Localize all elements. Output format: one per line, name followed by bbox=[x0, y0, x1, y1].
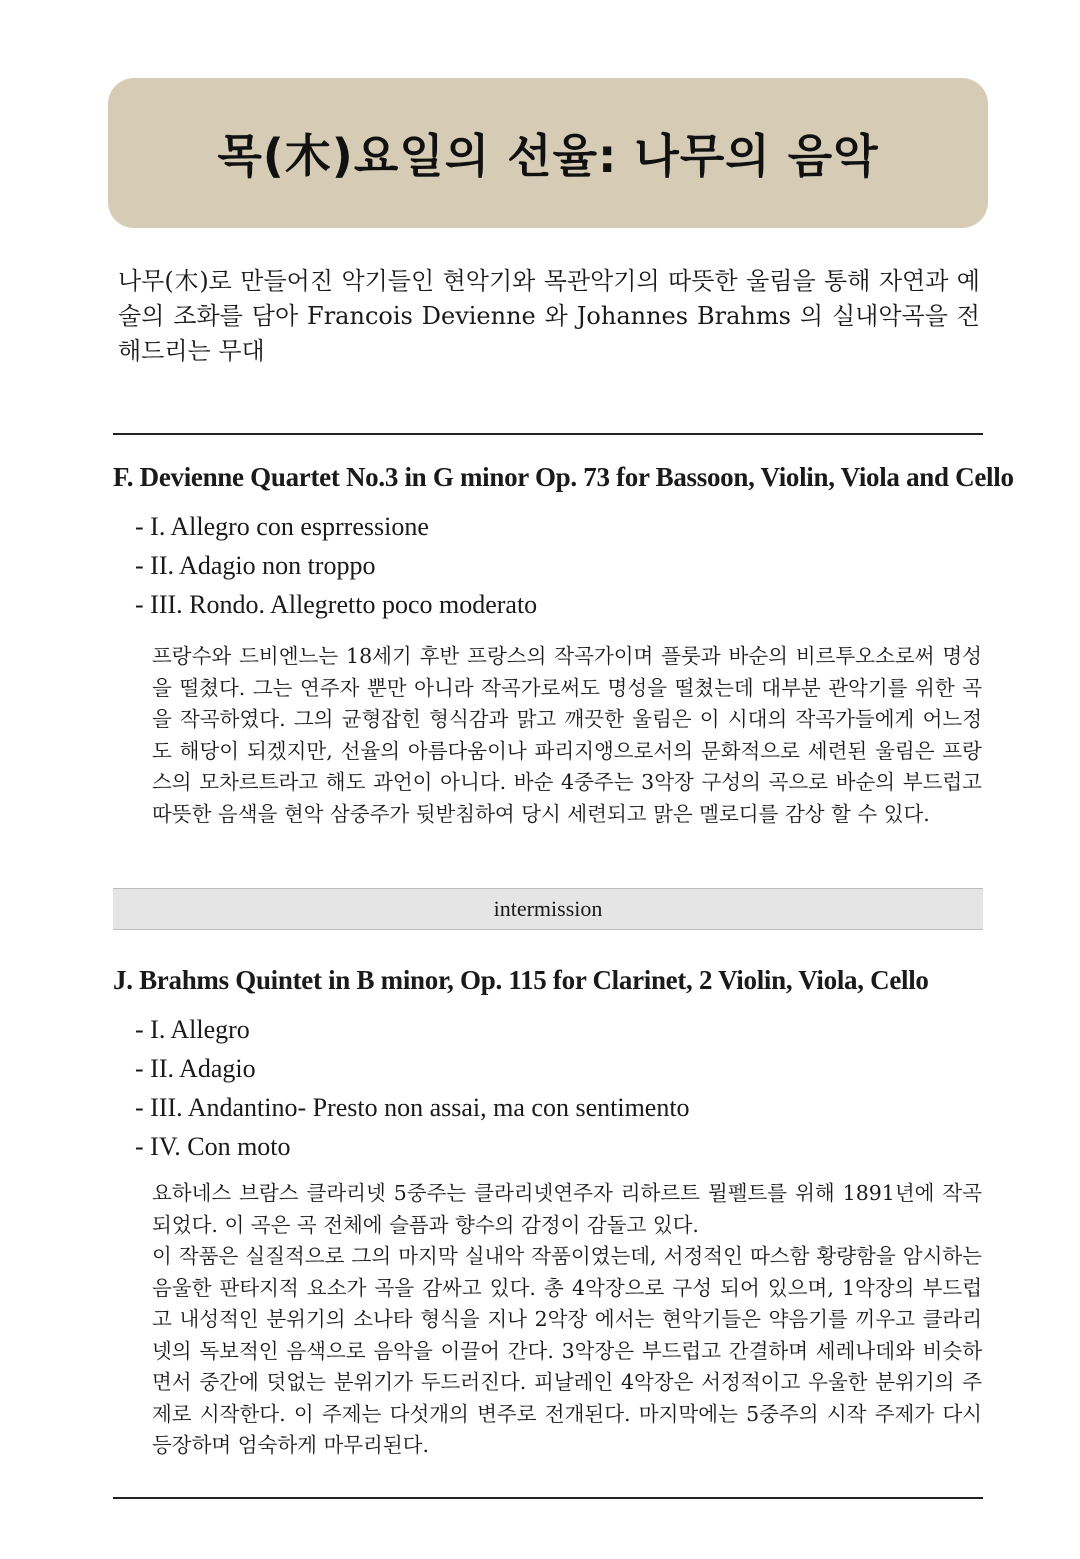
movement-item: - I. Allegro bbox=[135, 1015, 250, 1044]
movement-item: - I. Allegro con esprressione bbox=[135, 512, 429, 541]
movement-item: - II. Adagio bbox=[135, 1054, 256, 1083]
intro-text: 나무(木)로 만들어진 악기들인 현악기와 목관악기의 따뜻한 울림을 통해 자연과 예술의 조화를 담아 Francois Devienne 와 Johannes Brahms 의 실내악곡을 전해드리는 무대 bbox=[118, 267, 980, 365]
piece-title-brahms: J. Brahms Quintet in B minor, Op. 115 for Clarinet, 2 Violin, Viola, Cello bbox=[113, 965, 929, 995]
movement-list-brahms bbox=[135, 1010, 690, 1166]
movement-item: - III. Rondo. Allegretto poco moderato bbox=[135, 590, 538, 619]
description-brahms bbox=[152, 1178, 982, 1462]
top-divider bbox=[113, 433, 983, 435]
description-devienne: 프랑수와 드비엔느는 18세기 후반 프랑스의 작곡가이며 플룻과 바순의 비르투오소로써 명성을 떨쳤다. 그는 연주자 뿐만 아니라 작곡가로써도 명성을 떨쳤는데 대부분 관악기를 위한 곡을 작곡하였다. 그의 균형잡힌 형식감과 맑고 깨끗한 울림은 이 시대의 작곡가들에게 어느정도 해당이 되겠지만, 선율의 아름다움이나 파리지앵으로서의 문화적으로 세련된 울림은 프랑스의 모차르트라고 해도 과언이 아니다. 바순 4중주는 3악장 구성의 곡으로 바순의 부드럽고 따뜻한 음색을 현악 삼중주가 뒷받침하여 당시 세련되고 맑은 멜로디를 감상 할 수 있다. bbox=[152, 644, 982, 826]
bottom-divider bbox=[113, 1497, 983, 1499]
piece-title-devienne: F. Devienne Quartet No.3 in G minor Op. 73 for Bassoon, Violin, Viola and Cello bbox=[113, 462, 1014, 492]
intermission-bar bbox=[113, 888, 983, 930]
description-brahms-para-2: 이 작품은 실질적으로 그의 마지막 실내악 작품이였는데, 서정적인 따스함 황량함을 암시하는 음울한 판타지적 요소가 곡을 감싸고 있다. 총 4악장으로 구성 되어 있으며, 1악장의 부드럽고 내성적인 분위기의 소나타 형식을 지나 2악장 에서는 현악기들은 약음기를 끼우고 클라리넷의 독보적인 음색으로 음악을 이끌어 간다. 3악장은 부드럽고 간결하며 세레나데와 비슷하면서 중간에 덧없는 분위기가 두드러진다. 피날레인 4악장은 서정적이고 우울한 분위기의 주제로 시작한다. 이 주제는 다섯개의 변주로 전개된다. 마지막에는 5중주의 시작 주제가 다시 등장하며 엄숙하게 마무리된다. bbox=[152, 1244, 982, 1457]
page-title: 목(木)요일의 선율: 나무의 음악 bbox=[217, 129, 879, 183]
movement-list-devienne bbox=[135, 507, 537, 624]
intermission-label: intermission bbox=[493, 896, 603, 921]
movement-item: - IV. Con moto bbox=[135, 1132, 291, 1161]
description-brahms-para-1: 요하네스 브람스 클라리넷 5중주는 클라리넷연주자 리하르트 뮐펠트를 위해 1891년에 작곡되었다. 이 곡은 곡 전체에 슬픔과 향수의 감정이 감돌고 있다. bbox=[152, 1181, 982, 1237]
movement-item: - II. Adagio non troppo bbox=[135, 551, 376, 580]
title-banner bbox=[108, 78, 988, 228]
movement-item: - III. Andantino- Presto non assai, ma con sentimento bbox=[135, 1093, 690, 1122]
